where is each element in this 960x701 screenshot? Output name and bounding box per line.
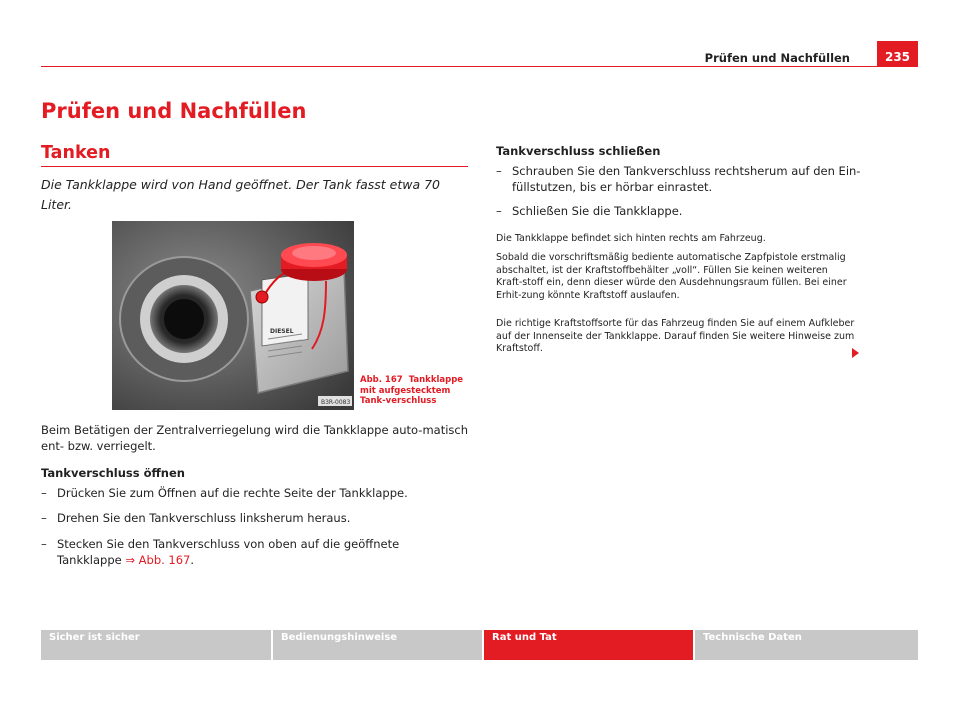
list-item: – Stecken Sie den Tankverschluss von oben auf die geöffnete Tankklappe ⇒ Abb. 167. <box>41 537 400 567</box>
figure-caption <box>360 375 470 407</box>
close-cap-heading: Tankverschluss schließen <box>496 144 661 158</box>
fuel-label-text: DIESEL <box>270 328 294 335</box>
footer-tab-advice[interactable]: Rat und Tat <box>484 630 693 660</box>
figure-number: Abb. 167 <box>360 375 403 385</box>
fuel-flap-figure <box>112 221 354 410</box>
section-divider <box>41 166 468 167</box>
paragraph-central-locking: Beim Betätigen der Zentralverriegelung wird die Tankklappe auto-matisch ent- bzw. verriegelt. <box>41 423 469 453</box>
header-divider <box>41 66 918 67</box>
footer-tab-safety[interactable]: Sicher ist sicher <box>41 630 271 660</box>
list-item: – Schrauben Sie den Tankverschluss rechtsherum auf den Ein- füllstutzen, bis er hörbar einrastet. <box>496 164 861 194</box>
note-fuel-type: Die richtige Kraftstoffsorte für das Fahrzeug finden Sie auf einem Aufkleber auf der Innenseite der Tankklappe. Darauf finden Sie weitere Hinweise zum Kraftstoff. <box>496 318 855 354</box>
footer-tab-technical[interactable]: Technische Daten <box>695 630 918 660</box>
page-number: 235 <box>877 41 918 67</box>
figure-caption-text: Tankklappe mit aufgestecktem Tank-verschluss <box>360 375 464 406</box>
fuel-flap-illustration <box>112 221 354 410</box>
list-item: – Drücken Sie zum Öffnen auf die rechte Seite der Tankklappe. <box>41 486 408 500</box>
open-cap-heading: Tankverschluss öffnen <box>41 466 185 480</box>
continue-arrow-icon <box>852 348 859 358</box>
list-item: – Drehen Sie den Tankverschluss linksherum heraus. <box>41 511 351 525</box>
chapter-title: Prüfen und Nachfüllen <box>41 99 307 123</box>
section-intro: Die Tankklappe wird von Hand geöffnet. Der Tank fasst etwa 70 Liter. <box>41 177 440 212</box>
note-flap-location: Die Tankklappe befindet sich hinten rechts am Fahrzeug. <box>496 233 766 244</box>
figure-code: B3R-0083 <box>321 399 351 406</box>
running-header-title: Prüfen und Nachfüllen <box>704 51 850 65</box>
section-title: Tanken <box>41 143 111 163</box>
figure-reference-link[interactable]: ⇒ Abb. 167 <box>125 552 191 567</box>
footer-tab-operation[interactable]: Bedienungshinweise <box>273 630 482 660</box>
note-tank-full: Sobald die vorschriftsmäßig bediente automatische Zapfpistole erstmalig abschaltet, ist der Kraftstoffbehälter „voll“. Füllen Sie keinen weiteren Kraft-stoff ein, denn dieser würde den Ausdehnungsraum füllen. Bei einer Erhit-zung könnte Kraftstoff auslaufen. <box>496 252 847 301</box>
list-item: – Schließen Sie die Tankklappe. <box>496 204 683 218</box>
